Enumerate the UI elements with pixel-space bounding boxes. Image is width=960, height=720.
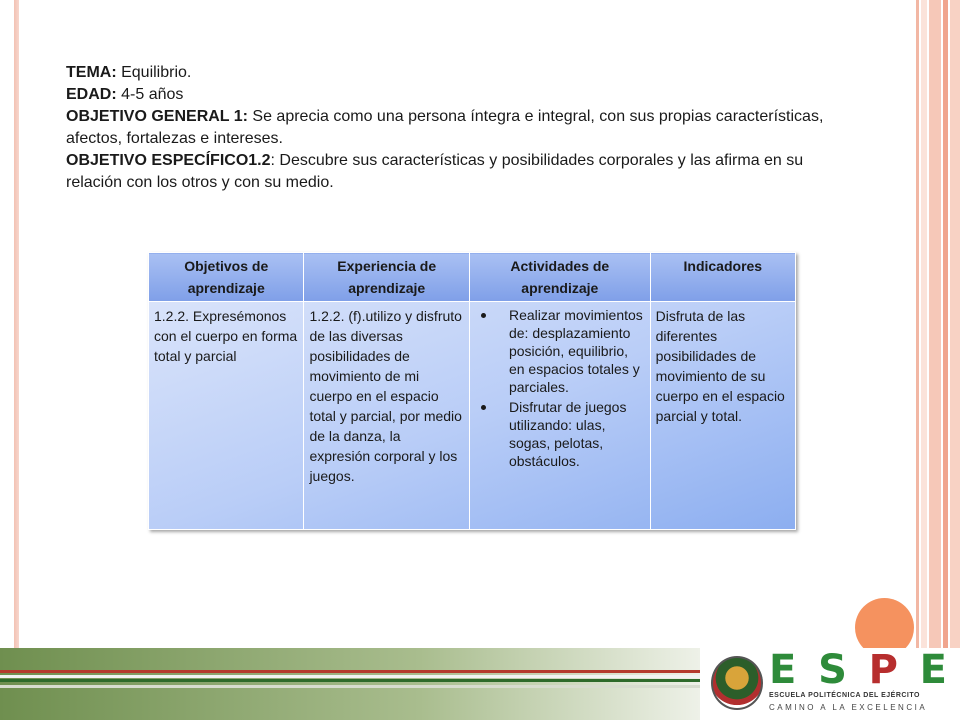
logo-letter: S	[818, 647, 849, 693]
header-actividades: Actividades de aprendizaje	[469, 253, 650, 302]
logo-letter: P	[868, 647, 900, 693]
cell-objetivo: 1.2.2. Expresémonos con el cuerpo en forma total y parcial	[149, 302, 304, 530]
actividad-text: Disfrutar de juegos utilizando: ulas, sogas, pelotas, obstáculos.	[508, 399, 627, 469]
left-border-decoration	[14, 0, 19, 650]
logo-letter: E	[919, 647, 949, 693]
table-row	[149, 302, 796, 530]
footer-green-band	[0, 648, 700, 720]
espe-seal-icon	[711, 656, 763, 710]
actividad-text: Realizar movimientos de: desplazamiento posición, equilibrio, en espacios totales y parciales.	[508, 307, 643, 395]
header-objetivos: Objetivos de aprendizaje	[149, 253, 304, 302]
tema-label: TEMA:	[66, 64, 117, 81]
footer	[0, 648, 960, 720]
bullet-icon	[481, 405, 486, 410]
header-indicadores: Indicadores	[650, 253, 795, 302]
learning-plan-table	[148, 252, 796, 530]
actividades-list	[475, 306, 645, 470]
list-item	[475, 398, 645, 470]
objetivo-general-line	[66, 106, 836, 150]
tema-value: Equilibrio.	[116, 64, 192, 81]
header-experiencia: Experiencia de aprendizaje	[304, 253, 470, 302]
espe-school-name: ESCUELA POLITÉCNICA DEL EJÉRCITO	[769, 692, 920, 699]
edad-line	[66, 84, 836, 106]
logo-letter: E	[769, 647, 799, 693]
table-header-row	[149, 253, 796, 302]
espe-letters	[769, 647, 949, 693]
cell-indicador: Disfruta de las diferentes posibilidades de movimiento de su cuerpo en el espacio parcial y total.	[650, 302, 795, 530]
list-item	[475, 306, 645, 396]
cell-experiencia: 1.2.2. (f).utilizo y disfruto de las diversas posibilidades de movimiento de mi cuerpo en el espacio total y parcial, por medio de la danza, la expresión corporal y los juegos.	[304, 302, 470, 530]
edad-value: 4-5 años	[116, 86, 184, 103]
edad-label: EDAD:	[66, 86, 117, 103]
bullet-icon	[481, 313, 486, 318]
cell-actividades	[469, 302, 650, 530]
objetivo-general-value: Se aprecia como una persona íntegra e integral, con sus propias características, afectos, fortalezas e intereses.	[66, 108, 824, 147]
right-stripes-decoration	[916, 0, 960, 650]
tema-line	[66, 62, 836, 84]
espe-motto: CAMINO A LA EXCELENCIA	[769, 703, 928, 712]
objetivo-general-label: OBJETIVO GENERAL 1:	[66, 108, 248, 125]
header-text	[66, 62, 836, 194]
objetivo-especifico-line	[66, 150, 836, 194]
objetivo-especifico-value: : Descubre sus características y posibilidades corporales y las afirma en su relación con los otros y con su medio.	[66, 152, 804, 191]
objetivo-especifico-label: OBJETIVO ESPECÍFICO1.2	[66, 152, 271, 169]
espe-logo	[705, 648, 960, 720]
